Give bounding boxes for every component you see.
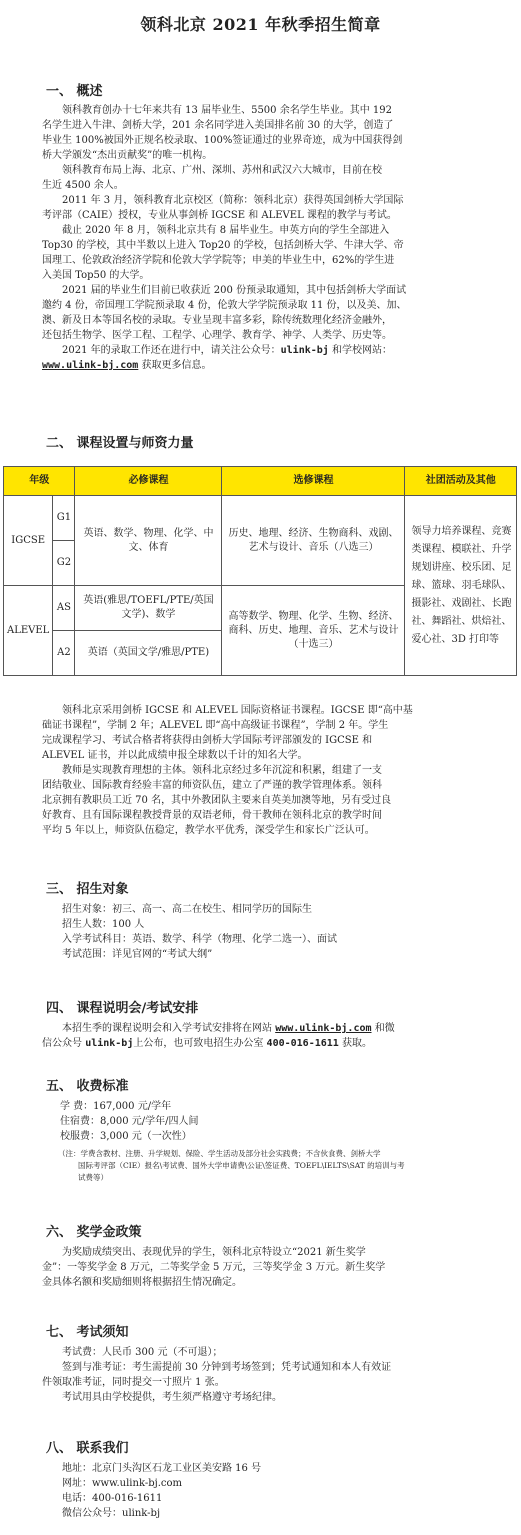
website-link[interactable]: www.ulink-bj.com xyxy=(275,1023,372,1034)
text-line: 住宿费：8,000 元/学年/四人间 xyxy=(60,1116,199,1127)
text-line: 获取更多信息。 xyxy=(141,360,212,371)
text-line: 为奖励成绩突出、表现优异的学生，领科北京特设立“2021 新生奖学 xyxy=(62,1247,366,1258)
table-cell: G1 xyxy=(53,496,75,541)
text-line: 国际考评部（CIE）报名\考试费、国外大学申请费\公证\签证费、TOEFL\IELTS\SAT 的培训与考 xyxy=(78,1161,405,1170)
section-heading-exam-notes: 七、 考试须知 xyxy=(46,1325,129,1340)
table-header: 社团活动及其他 xyxy=(405,467,517,496)
text-line: 金”：一等奖学金 8 万元，二等奖学金 5 万元，三等奖学金 3 万元。新生奖学 xyxy=(42,1262,386,1273)
text-line: 生近 4500 余人。 xyxy=(42,180,124,191)
admission-paragraph xyxy=(42,902,490,962)
section-heading-admission: 三、 招生对象 xyxy=(46,882,129,897)
section-heading-overview: 一、 概述 xyxy=(46,84,103,99)
contact-website[interactable]: 网址：www.ulink-bj.com xyxy=(62,1478,182,1489)
table-cell: ALEVEL xyxy=(4,586,53,676)
table-cell: 英语（英国文学/雅思/PTE) xyxy=(75,631,222,676)
curriculum-table xyxy=(3,466,517,676)
page-title: 领科北京 2021 年秋季招生简章 xyxy=(140,15,381,34)
contact-paragraph xyxy=(62,1461,490,1521)
section-heading-fees: 五、 收费标准 xyxy=(46,1079,129,1094)
text-line: 考试范围：详见官网的“考试大纲” xyxy=(62,949,213,960)
table-header: 年级 xyxy=(4,467,75,496)
table-row xyxy=(4,496,517,541)
text-line: 领科教育创办十七年来共有 13 届毕业生、5500 余名学生毕业。其中 192 xyxy=(62,105,392,116)
text-line: 还包括生物学、医学工程、工程学、心理学、教育学、神学、人类学、历史等。 xyxy=(42,330,392,341)
text-line: 件领取准考证，同时提交一寸照片 1 张。 xyxy=(42,1377,225,1388)
table-header: 必修课程 xyxy=(75,467,222,496)
text-line: 入美国 Top50 的大学。 xyxy=(42,270,150,281)
table-cell: IGCSE xyxy=(4,496,53,586)
text-line: 教师是实现教育理想的主体。领科北京经过多年沉淀和积累，组建了一支 xyxy=(62,765,382,776)
text-line: 校服费：3,000 元（一次性） xyxy=(60,1131,192,1142)
text-line: 截止 2020 年 8 月，领科北京共有 8 届毕业生。申英方向的学生全部进入 xyxy=(62,225,390,236)
text-line: 和微 xyxy=(374,1023,395,1034)
table-cell: 英语、数学、物理、化学、中文、体育 xyxy=(75,496,222,586)
text-line: 澳、新及日本等国名校的录取。专业呈现丰富多彩，除传统数理化经济金融外， xyxy=(42,315,392,326)
text-line: ALEVEL 证书，并以此成绩申报全球数以千计的知名大学。 xyxy=(42,750,308,761)
text-line: 桥大学颁发“杰出贡献奖”的唯一机构。 xyxy=(42,150,213,161)
section-heading-schedule: 四、 课程说明会/考试安排 xyxy=(46,1001,199,1016)
text-line: 名学生进入牛津、剑桥大学，201 余名同学进入美国排名前 30 的大学，创造了 xyxy=(42,120,394,131)
text-line: 获取。 xyxy=(341,1038,372,1049)
wechat-account: ulink-bj xyxy=(85,1038,134,1049)
table-header: 选修课程 xyxy=(222,467,405,496)
table-cell: 高等数学、物理、化学、生物、经济、商科、历史、地理、音乐、艺术与设计（十选三） xyxy=(222,586,405,676)
contact-phone: 电话：400-016-1611 xyxy=(62,1493,163,1504)
fees-note xyxy=(58,1148,490,1184)
table-cell: 英语(雅思/TOEFL/PTE/英国文学)、数学 xyxy=(75,586,222,631)
text-line: 北京拥有教职员工近 70 名，其中外教团队主要来自英美加澳等地，另有受过良 xyxy=(42,795,392,806)
website-link[interactable]: www.ulink-bj.com xyxy=(42,360,139,371)
text-line: 入学考试科目：英语、数学、科学（物理、化学二选一）、面试 xyxy=(62,934,337,945)
wechat-account: ulink-bj xyxy=(280,345,329,356)
text-line: 招生对象：初三、高一、高二在校生、相同学历的国际生 xyxy=(62,904,312,915)
overview-paragraph xyxy=(42,103,490,373)
text-line: 2021 届的毕业生们目前已收获近 200 份预录取通知，其中包括剑桥大学面试 xyxy=(62,285,407,296)
phone-number: 400-016-1611 xyxy=(266,1038,339,1049)
text-line: 和学校网站： xyxy=(332,345,392,356)
text-line: 国理工、伦敦政治经济学院和伦敦大学学院等；申美的毕业生中，62%的学生进 xyxy=(42,255,395,266)
section-heading-curriculum: 二、 课程设置与师资力量 xyxy=(46,436,194,451)
section-heading-contact: 八、 联系我们 xyxy=(46,1441,129,1456)
text-line: 2021 年的录取工作还在进行中，请关注公众号： xyxy=(62,345,281,356)
fees-paragraph xyxy=(60,1099,490,1144)
text-line: 信公众号 xyxy=(42,1038,82,1049)
text-line: 招生人数：100 人 xyxy=(62,919,145,930)
table-header-row xyxy=(4,467,517,496)
text-line: 考评部（CAIE）授权，专业从事剑桥 IGCSE 和 ALEVEL 课程的教学与考试。 xyxy=(42,210,397,221)
curriculum-paragraph xyxy=(42,703,490,838)
text-line: 邀约 4 份，帝国理工学院预录取 4 份，伦敦大学学院预录取 11 份，以及美、加、 xyxy=(42,300,407,311)
text-line: 2011 年 3 月，领科教育北京校区（简称：领科北京）获得英国剑桥大学国际 xyxy=(62,195,404,206)
scholarship-paragraph xyxy=(42,1245,490,1290)
text-line: 领科教育布局上海、北京、广州、深圳、苏州和武汉六大城市，目前在校 xyxy=(62,165,382,176)
text-line: Top30 的学校，其中半数以上进入 Top20 的学校，包括剑桥大学、牛津大学、帝 xyxy=(42,240,404,251)
text-line: （注：学费含教材、注册、升学规划、保险、学生活动及部分社会实践费；不含伙食费、剑桥大学 xyxy=(58,1149,381,1158)
table-cell: A2 xyxy=(53,631,75,676)
schedule-paragraph xyxy=(42,1021,490,1051)
text-line: 本招生季的课程说明会和入学考试安排将在网站 xyxy=(62,1023,272,1034)
text-line: 完成课程学习、考试合格者将获得由剑桥大学国际考评部颁发的 IGCSE 和 xyxy=(42,735,373,746)
section-heading-scholarship: 六、 奖学金政策 xyxy=(46,1225,142,1240)
text-line: 学 费：167,000 元/学年 xyxy=(60,1101,172,1112)
text-line: 好教育、且有国际课程教授背景的双语老师，骨干教师在领科北京的教学时间 xyxy=(42,810,382,821)
table-cell: AS xyxy=(53,586,75,631)
text-line: 团结敬业、国际教育经验丰富的师资队伍，建立了严谨的教学管理体系。领科 xyxy=(42,780,382,791)
table-cell: 领导力培养课程、竞赛类课程、模联社、升学规划讲座、校乐团、足球、篮球、羽毛球队、摄影社、戏剧社、长跑社、舞蹈社、烘焙社、爱心社、3D 打印等 xyxy=(405,496,517,676)
text-line: 金具体名额和奖励细则将根据招生情况确定。 xyxy=(42,1277,242,1288)
text-line: 础证书课程”，学制 2 年；ALEVEL 即“高中高级证书课程”，学制 2 年。学生 xyxy=(42,720,389,731)
text-line: 签到与准考证：考生需提前 30 分钟到考场签到；凭考试通知和本人有效证 xyxy=(62,1362,392,1373)
table-cell: 历史、地理、经济、生物商科、戏剧、艺术与设计、音乐（八选三） xyxy=(222,496,405,586)
text-line: 平均 5 年以上，师资队伍稳定，教学水平优秀，深受学生和家长广泛认可。 xyxy=(42,825,375,836)
text-line: 领科北京采用剑桥 IGCSE 和 ALEVEL 国际资格证书课程。IGCSE 即“高中基 xyxy=(62,705,413,716)
contact-wechat: 微信公众号：ulink-bj xyxy=(62,1508,161,1519)
exam-notes-paragraph xyxy=(42,1345,490,1405)
text-line: 毕业生 100%被国外正规名校录取、100%签证通过的业界奇迹，成为中国获得剑 xyxy=(42,135,403,146)
contact-address: 地址：北京门头沟区石龙工业区美安路 16 号 xyxy=(62,1463,262,1474)
table-cell: G2 xyxy=(53,541,75,586)
text-line: 上公布，也可致电招生办公室 xyxy=(133,1038,264,1049)
text-line: 考试费：人民币 300 元（不可退）； xyxy=(62,1347,223,1358)
text-line: 考试用具由学校提供，考生须严格遵守考场纪律。 xyxy=(62,1392,282,1403)
text-line: 试费等） xyxy=(78,1173,108,1182)
